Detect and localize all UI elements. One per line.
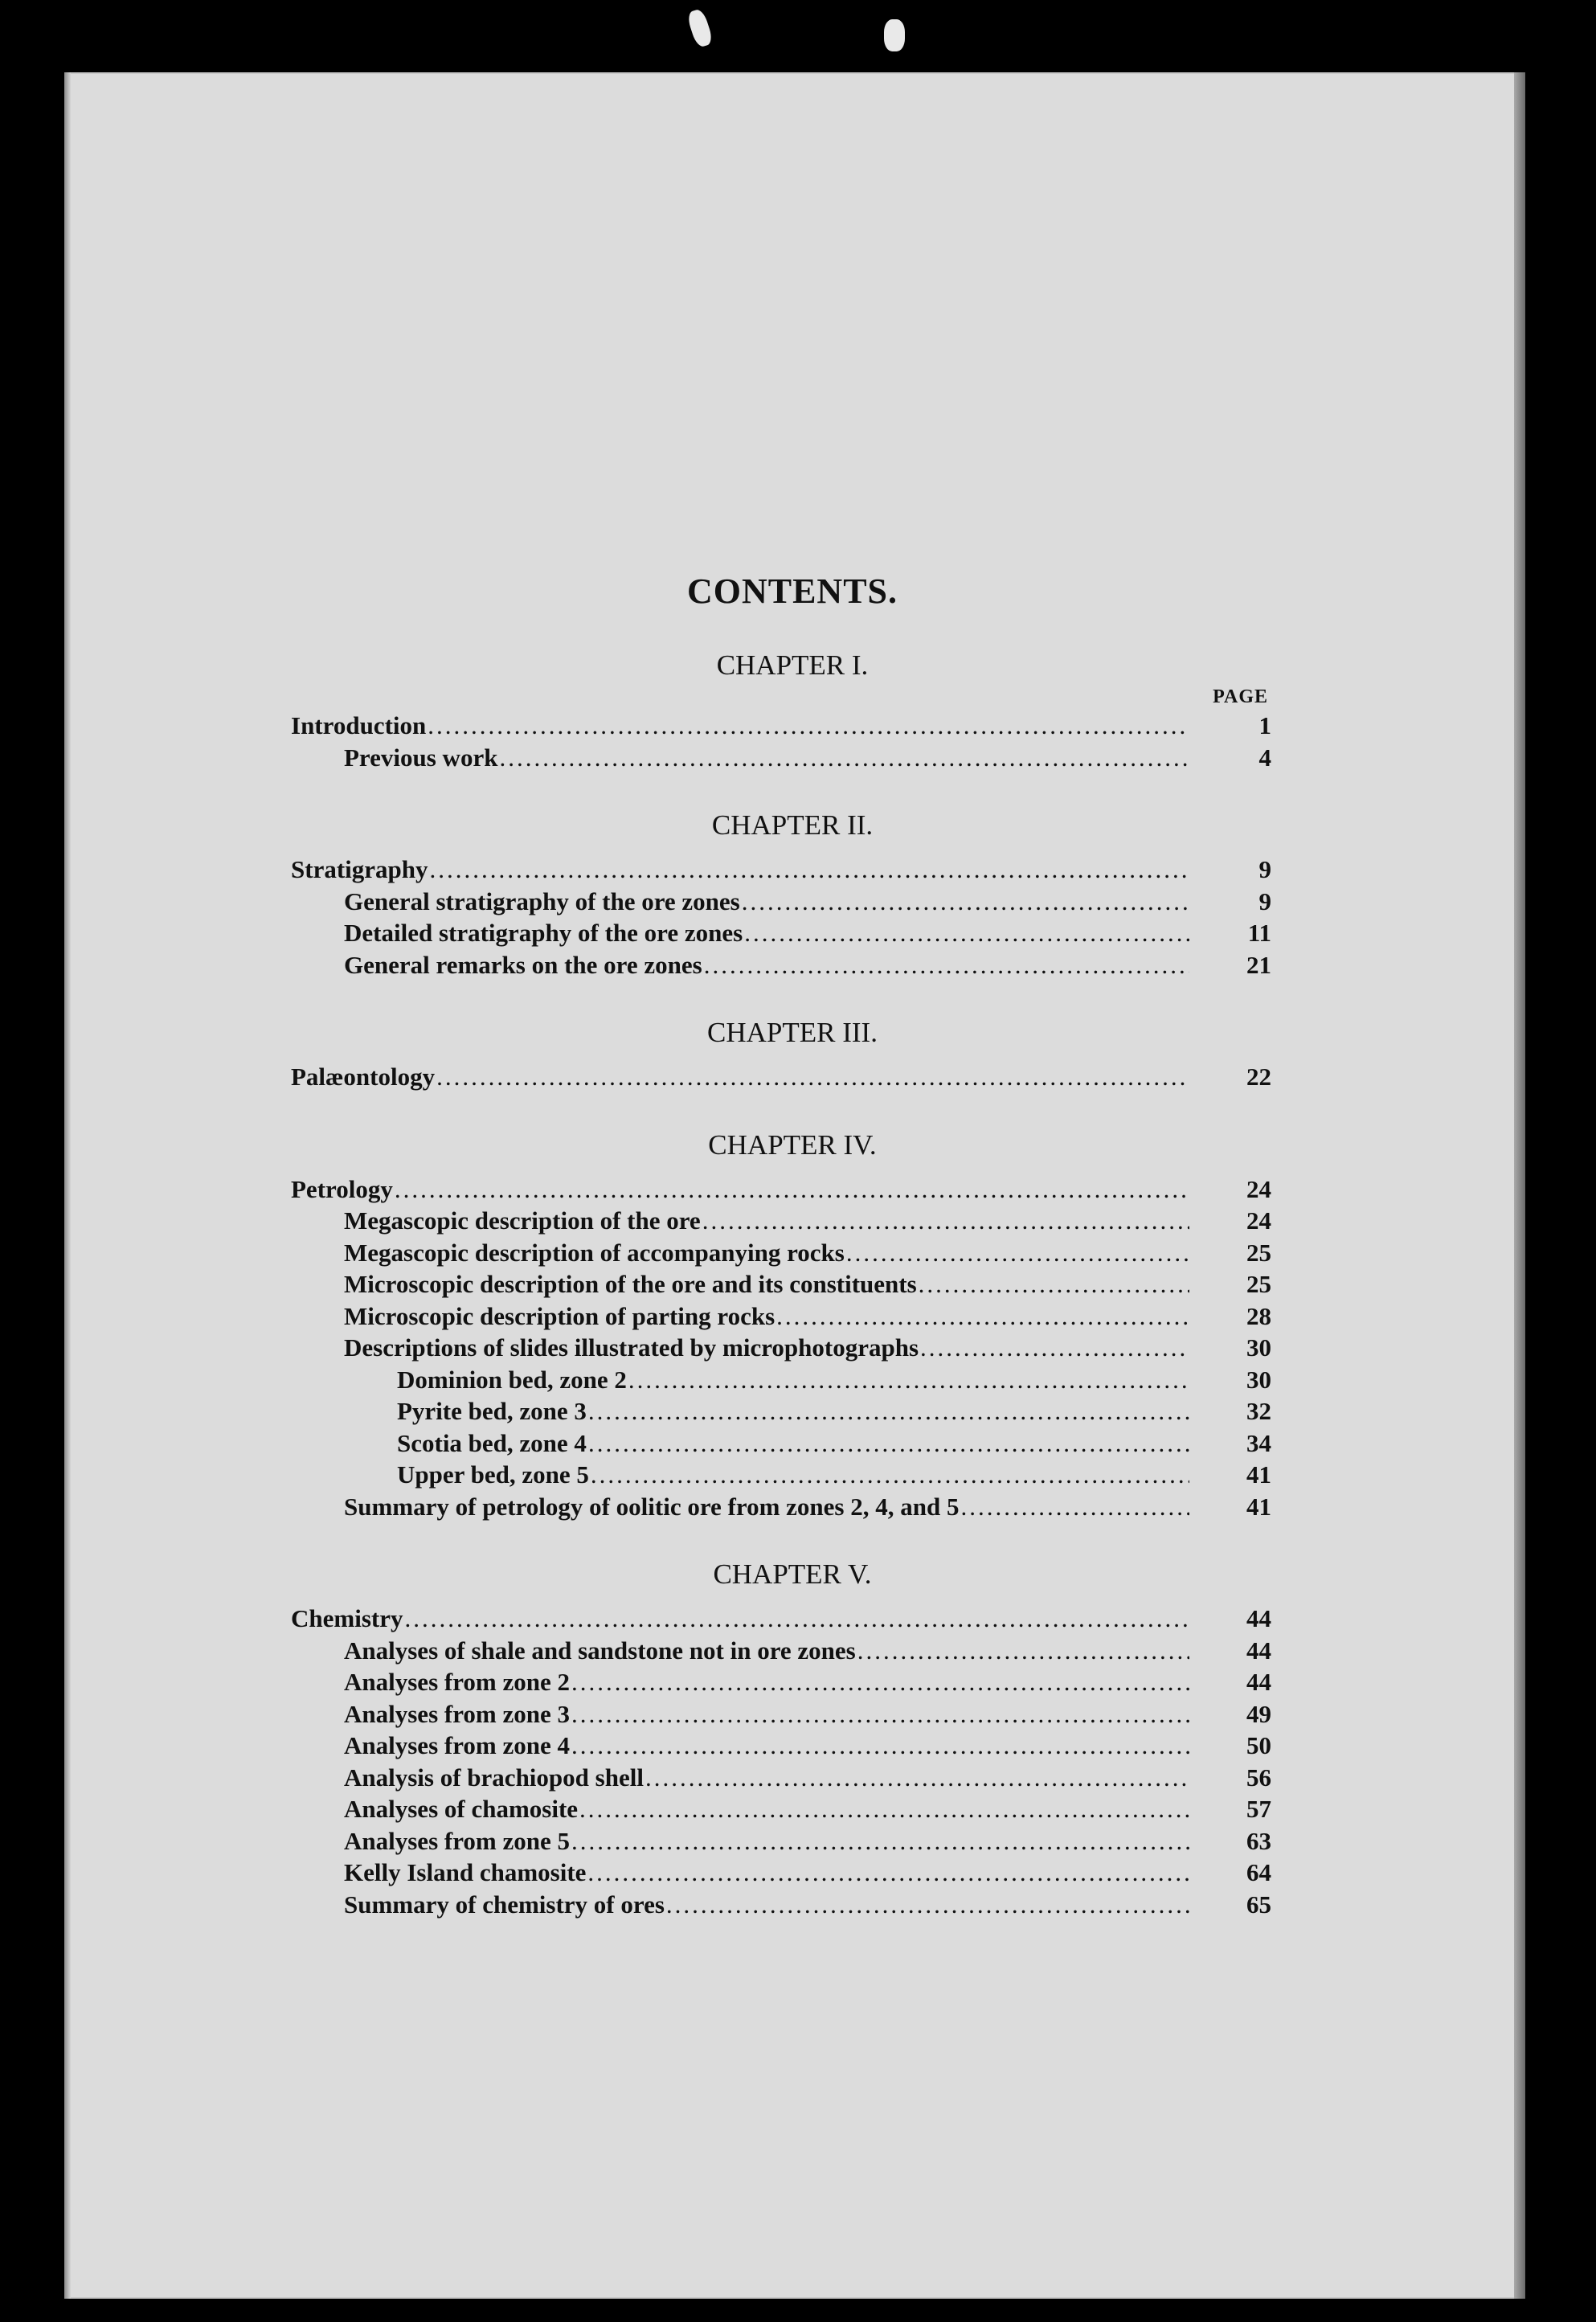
- scan-artifact-mark: [685, 8, 714, 49]
- dot-leader: [499, 742, 1189, 774]
- toc-entry-page: 65: [1246, 1890, 1271, 1919]
- dot-leader: [591, 1459, 1189, 1491]
- toc-entry-page: 21: [1246, 950, 1271, 979]
- spacer: [291, 1593, 1271, 1603]
- dot-leader: [960, 1491, 1189, 1523]
- toc-entry-label: Megascopic description of accompanying rocks: [344, 1238, 845, 1267]
- toc-entry: [291, 1300, 1271, 1333]
- page-column-label: PAGE: [1213, 686, 1268, 707]
- dot-leader: [919, 1268, 1189, 1300]
- dot-leader: [436, 1061, 1189, 1093]
- dot-leader: [920, 1332, 1189, 1364]
- dot-leader: [571, 1698, 1189, 1730]
- toc-entry-page: 64: [1246, 1858, 1271, 1886]
- page-edge-shadow: [1514, 72, 1525, 2299]
- scan-artifact-mark: [884, 19, 905, 51]
- toc-entry-label: Summary of petrology of oolitic ore from zones 2, 4, and 5: [344, 1492, 960, 1521]
- toc-entry-label: Analyses of chamosite: [344, 1795, 579, 1823]
- dot-leader: [571, 1730, 1189, 1762]
- chapter-heading: CHAPTER II.: [711, 809, 874, 841]
- toc-entry-label: Summary of chemistry of ores: [344, 1890, 665, 1919]
- toc-entry-page: 50: [1246, 1731, 1271, 1759]
- toc-entry: [291, 1427, 1271, 1460]
- dot-leader: [571, 1666, 1189, 1698]
- toc-entry-page: 44: [1246, 1604, 1271, 1632]
- dot-leader: [587, 1857, 1189, 1889]
- toc-entry-page: 30: [1246, 1365, 1271, 1394]
- chapter-entries: [291, 1061, 1271, 1093]
- toc-entry-label: Microscopic description of parting rocks: [344, 1301, 775, 1330]
- toc-entry-label: Introduction: [291, 711, 427, 739]
- toc-entry-page: 57: [1246, 1795, 1271, 1823]
- toc-entry-label: Palæontology: [291, 1063, 436, 1091]
- toc-entry-page: 24: [1246, 1174, 1271, 1203]
- spacer: [291, 844, 1271, 854]
- toc-entry: [291, 1491, 1271, 1523]
- dot-leader: [742, 886, 1189, 918]
- toc-entry-label: Megascopic description of the ore: [344, 1206, 701, 1235]
- dot-leader: [404, 1603, 1189, 1635]
- chapter-heading: CHAPTER III.: [707, 1017, 878, 1048]
- toc-entry-label: General remarks on the ore zones: [344, 950, 702, 979]
- chapter-heading: CHAPTER I.: [716, 649, 869, 681]
- toc-entry-page: 22: [1246, 1063, 1271, 1091]
- dot-leader: [628, 1364, 1189, 1396]
- toc-entry-page: 49: [1246, 1699, 1271, 1728]
- toc-entry-page: 32: [1246, 1397, 1271, 1425]
- toc-entry: [291, 1730, 1271, 1762]
- toc-entry-label: Analyses of shale and sandstone not in ore zones: [344, 1636, 856, 1665]
- dot-leader: [579, 1793, 1189, 1825]
- toc-entry-label: Previous work: [344, 743, 498, 772]
- toc-entry: [291, 1332, 1271, 1364]
- dot-leader: [776, 1300, 1189, 1333]
- dot-leader: [430, 854, 1190, 886]
- toc-entry-label: Analyses from zone 4: [344, 1731, 570, 1759]
- dot-leader: [666, 1889, 1189, 1921]
- toc-entry-page: 25: [1246, 1238, 1271, 1267]
- toc-entry: [291, 917, 1271, 949]
- toc-entry-label: Scotia bed, zone 4: [397, 1428, 587, 1457]
- toc-entry: [291, 1205, 1271, 1237]
- toc-entry: [291, 1762, 1271, 1794]
- toc-entry-label: Analyses from zone 5: [344, 1826, 570, 1855]
- toc-entry-page: 34: [1246, 1428, 1271, 1457]
- toc-entry: [291, 1635, 1271, 1667]
- toc-entry-page: 41: [1246, 1460, 1271, 1489]
- toc-entry-page: 9: [1258, 855, 1271, 883]
- toc-entry: [291, 1364, 1271, 1396]
- table-of-contents: [291, 490, 1271, 1954]
- toc-entry-label: Detailed stratigraphy of the ore zones: [344, 919, 743, 947]
- toc-entry: [291, 710, 1271, 742]
- toc-entry-label: Stratigraphy: [291, 855, 428, 883]
- toc-entry: [291, 1268, 1271, 1300]
- toc-entry: [291, 1793, 1271, 1825]
- chapter-entries: [291, 710, 1271, 773]
- toc-entry: [291, 886, 1271, 918]
- toc-entry-page: 41: [1246, 1492, 1271, 1521]
- toc-entry: [291, 1889, 1271, 1921]
- dot-leader: [588, 1427, 1189, 1460]
- toc-entry-page: 1: [1258, 711, 1271, 739]
- toc-entry-page: 11: [1247, 919, 1271, 947]
- toc-entry: [291, 1603, 1271, 1635]
- toc-entry-label: Microscopic description of the ore and its constituents: [344, 1270, 917, 1298]
- toc-entry-page: 30: [1246, 1333, 1271, 1362]
- chapter-entries: [291, 1603, 1271, 1920]
- toc-entry: [291, 1395, 1271, 1427]
- dot-leader: [702, 1205, 1189, 1237]
- chapter-entries: [291, 854, 1271, 981]
- toc-entry-label: Petrology: [291, 1174, 393, 1203]
- toc-entry-label: Dominion bed, zone 2: [397, 1365, 627, 1394]
- dot-leader: [571, 1825, 1189, 1857]
- toc-entry-label: Descriptions of slides illustrated by microphotographs: [344, 1333, 919, 1362]
- toc-entry-page: 4: [1258, 743, 1271, 772]
- spacer: [291, 1051, 1271, 1061]
- chapter-heading: CHAPTER IV.: [708, 1128, 877, 1161]
- toc-entry-label: Pyrite bed, zone 3: [397, 1397, 587, 1425]
- dot-leader: [428, 710, 1189, 742]
- dot-leader: [395, 1173, 1189, 1206]
- dot-leader: [744, 917, 1189, 949]
- page-binding-shadow: [64, 72, 71, 2299]
- dot-leader: [846, 1237, 1189, 1269]
- chapter-entries: [291, 1173, 1271, 1523]
- toc-entry-page: 28: [1246, 1301, 1271, 1330]
- toc-entry: [291, 854, 1271, 886]
- toc-entry-page: 56: [1246, 1763, 1271, 1792]
- toc-entry: [291, 1173, 1271, 1206]
- toc-entry-page: 44: [1246, 1636, 1271, 1665]
- document-page: [64, 72, 1525, 2299]
- toc-entry: [291, 1857, 1271, 1889]
- toc-entry-label: Chemistry: [291, 1604, 403, 1632]
- toc-entry-label: Kelly Island chamosite: [344, 1858, 587, 1886]
- toc-entry: [291, 1061, 1271, 1093]
- dot-leader: [704, 949, 1189, 981]
- toc-entry-page: 63: [1246, 1826, 1271, 1855]
- contents-title: CONTENTS.: [686, 571, 898, 611]
- toc-entry: [291, 1237, 1271, 1269]
- dot-leader: [588, 1395, 1189, 1427]
- toc-entry-page: 25: [1246, 1270, 1271, 1298]
- toc-entry-page: 9: [1258, 887, 1271, 915]
- toc-entry-label: Analyses from zone 3: [344, 1699, 570, 1728]
- chapter-heading: CHAPTER V.: [713, 1558, 872, 1590]
- toc-entry-label: Analyses from zone 2: [344, 1668, 570, 1696]
- toc-entry: [291, 1698, 1271, 1730]
- toc-entry: [291, 1459, 1271, 1491]
- toc-entry: [291, 949, 1271, 981]
- toc-entry-label: Analysis of brachiopod shell: [344, 1763, 644, 1792]
- toc-entry-label: Upper bed, zone 5: [397, 1460, 589, 1489]
- spacer: [291, 1164, 1271, 1173]
- toc-entry: [291, 1825, 1271, 1857]
- toc-entry-page: 44: [1246, 1668, 1271, 1696]
- toc-entry-label: General stratigraphy of the ore zones: [344, 887, 740, 915]
- toc-entry-page: 24: [1246, 1206, 1271, 1235]
- toc-entry: [291, 742, 1271, 774]
- dot-leader: [857, 1635, 1189, 1667]
- toc-entry: [291, 1666, 1271, 1698]
- dot-leader: [645, 1762, 1189, 1794]
